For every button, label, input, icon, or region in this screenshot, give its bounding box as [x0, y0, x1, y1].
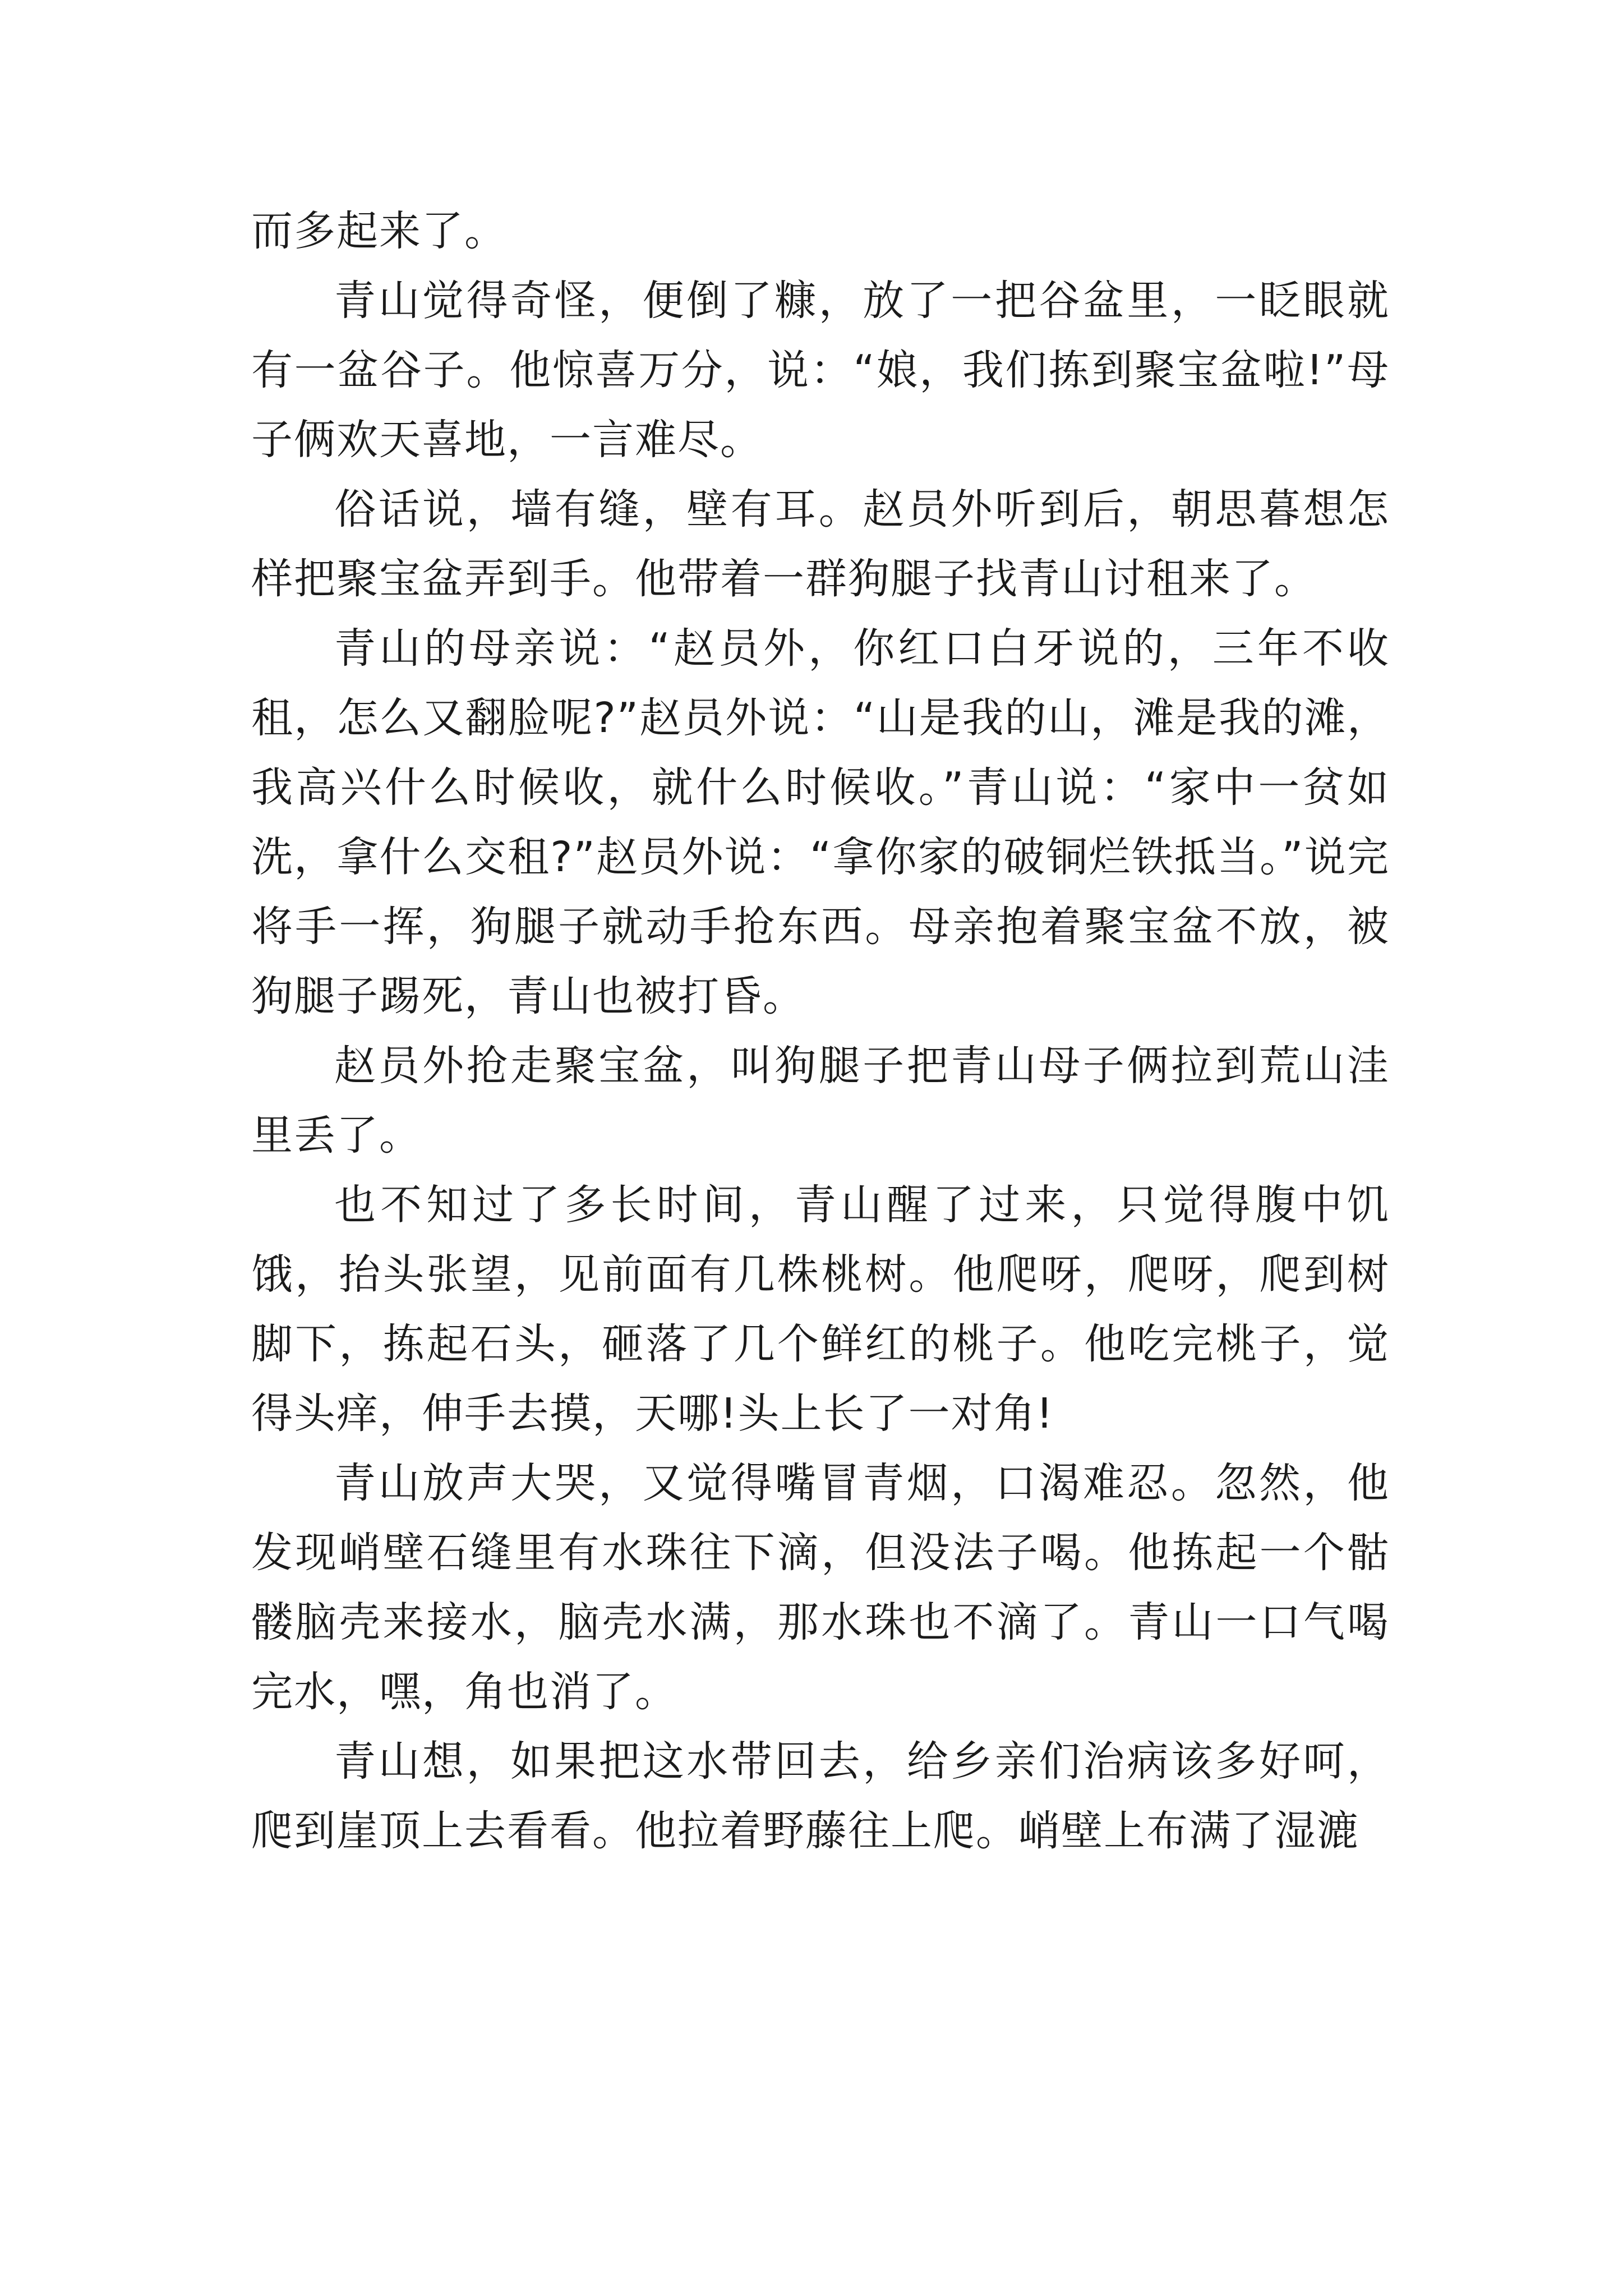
- paragraph-5: 赵员外抢走聚宝盆，叫狗腿子把青山母子俩拉到荒山洼里丢了。: [251, 1042, 1390, 1159]
- paragraph-3: 俗话说，墙有缝，壁有耳。赵员外听到后，朝思暮想怎样把聚宝盆弄到手。他带着一群狗腿子找青山讨租来了。: [251, 485, 1390, 603]
- paragraph-8: 青山想，如果把这水带回去，给乡亲们治病该多好呵，爬到崖顶上去看看。他拉着野藤往上爬。峭壁上布满了湿漉: [251, 1737, 1390, 1855]
- paragraph-4: 青山的母亲说：“赵员外，你红口白牙说的，三年不收租，怎么又翻脸呢?”赵员外说：“山是我的山，滩是我的滩，我高兴什么时候收，就什么时候收。”青山说：“家中一贫如洗，拿什么交租?”赵员外说：“拿你家的破铜烂铁抵当。”说完将手一挥，狗腿子就动手抢东西。母亲抱着聚宝盆不放，被狗腿子踢死，青山也被打昏。: [251, 624, 1390, 1020]
- paragraph-2: 青山觉得奇怪，便倒了糠，放了一把谷盆里，一眨眼就有一盆谷子。他惊喜万分，说：“娘，我们拣到聚宝盆啦!”母子俩欢天喜地，一言难尽。: [251, 277, 1390, 464]
- paragraph-1: 而多起来了。: [251, 207, 507, 255]
- paragraph-7: 青山放声大哭，又觉得嘴冒青烟，口渴难忍。忽然，他发现峭壁石缝里有水珠往下滴，但没法子喝。他拣起一个骷髅脑壳来接水，脑壳水满，那水珠也不滴了。青山一口气喝完水，嘿，角也消了。: [251, 1459, 1390, 1716]
- story-text: [251, 196, 1390, 1866]
- paragraph-6: 也不知过了多长时间，青山醒了过来，只觉得腹中饥饿，抬头张望，见前面有几株桃树。他爬呀，爬呀，爬到树脚下，拣起石头，砸落了几个鲜红的桃子。他吃完桃子，觉得头痒，伸手去摸，天哪!头上长了一对角!: [251, 1181, 1390, 1438]
